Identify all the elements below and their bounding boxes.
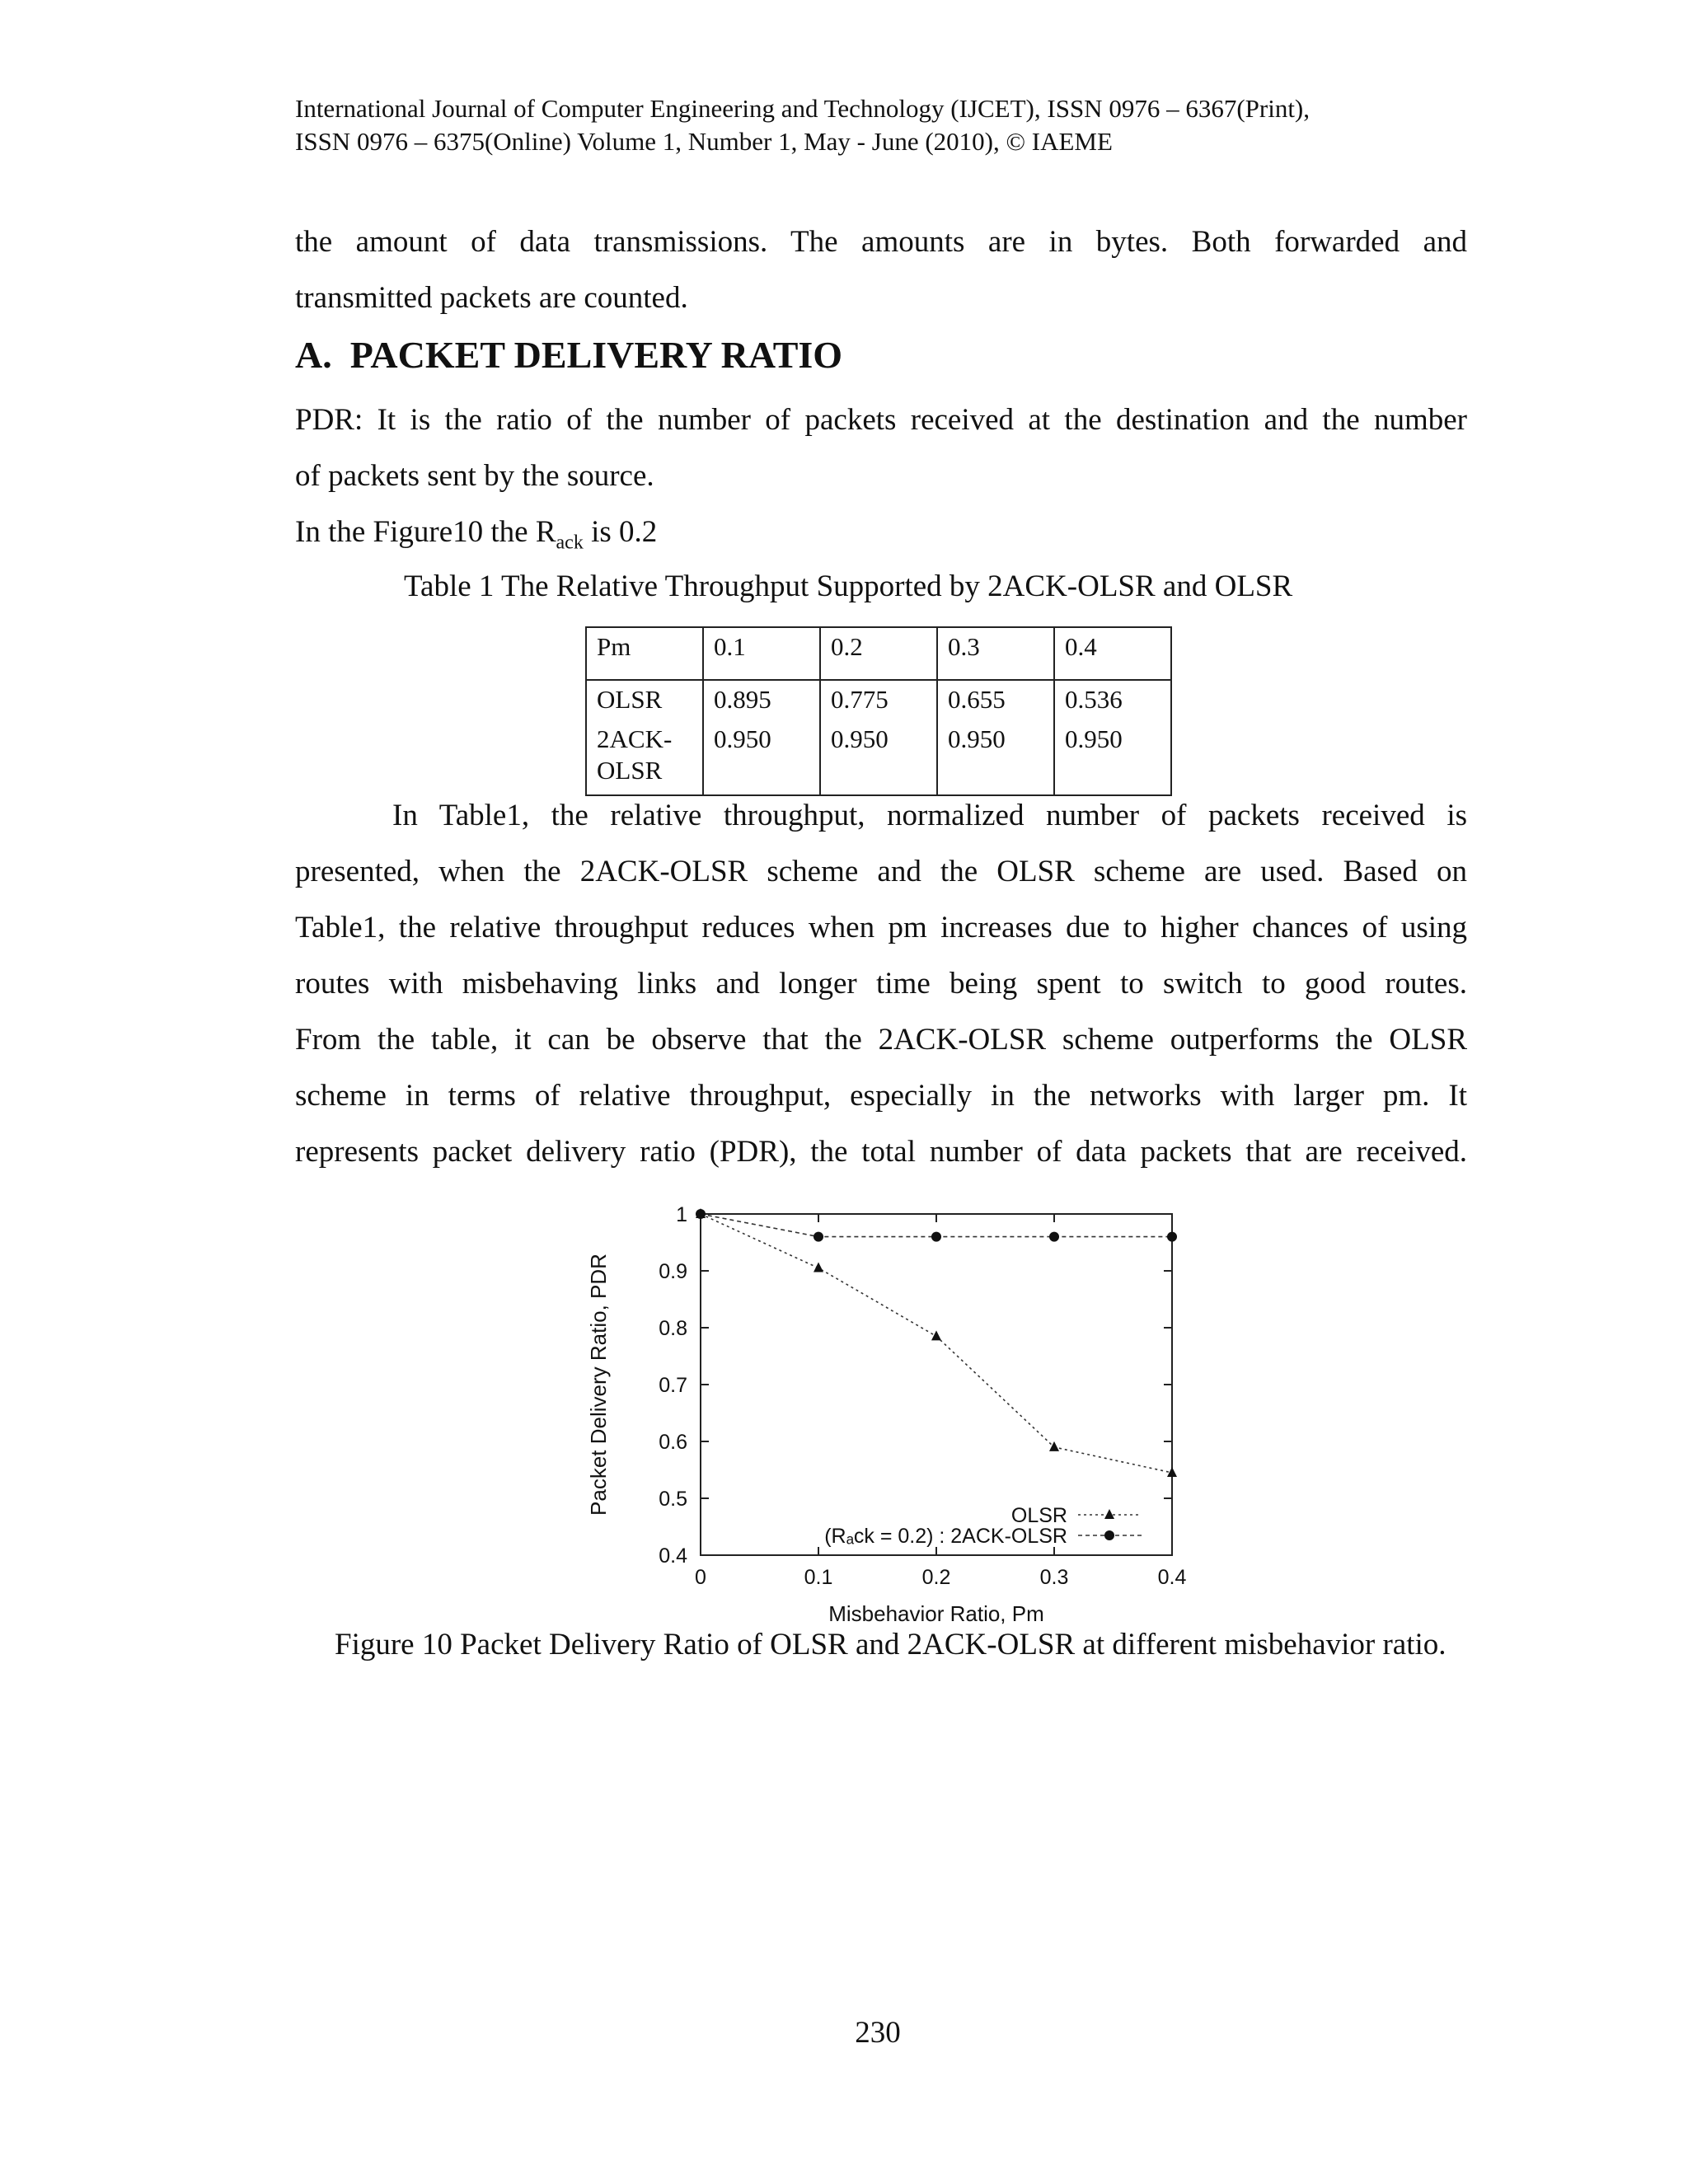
data-point-circle bbox=[1167, 1232, 1177, 1242]
table-cell: 0.950 bbox=[820, 720, 937, 795]
discussion-line: From the table, it can be observe that the 2ACK-OLSR scheme outperforms the OLSR bbox=[295, 1023, 1467, 1057]
header-line-1: International Journal of Computer Engineering and Technology (IJCET), ISSN 0976 – 6367(Print), bbox=[295, 94, 1311, 123]
y-tick-label: 0.6 bbox=[659, 1431, 687, 1454]
section-letter: A. bbox=[295, 334, 332, 376]
y-tick-label: 0.9 bbox=[659, 1260, 687, 1283]
y-axis-label: Packet Delivery Ratio, PDR bbox=[586, 1254, 611, 1516]
data-point-circle bbox=[931, 1232, 941, 1242]
y-tick-label: 0.7 bbox=[659, 1374, 687, 1397]
data-point-triangle bbox=[814, 1263, 823, 1272]
y-tick-label: 0.8 bbox=[659, 1317, 687, 1340]
rack-prefix: In the Figure10 the R bbox=[295, 515, 556, 549]
discussion-line: Table1, the relative throughput reduces when pm increases due to higher chances of using bbox=[295, 911, 1467, 944]
discussion-line: scheme in terms of relative throughput, especially in the networks with larger pm. It bbox=[295, 1079, 1467, 1113]
y-tick-label: 1 bbox=[676, 1203, 687, 1226]
page-number: 230 bbox=[855, 2016, 901, 2050]
discussion-line: represents packet delivery ratio (PDR), the total number of data packets that are received. bbox=[295, 1135, 1467, 1169]
rack-subscript: ack bbox=[556, 532, 584, 554]
table-cell: 0.1 bbox=[703, 627, 820, 680]
figure-caption: Figure 10 Packet Delivery Ratio of OLSR and 2ACK-OLSR at different misbehavior ratio. bbox=[335, 1628, 1447, 1661]
rack-suffix: is 0.2 bbox=[583, 515, 658, 549]
table-cell: 0.895 bbox=[703, 680, 820, 720]
section-title: PACKET DELIVERY RATIO bbox=[349, 334, 843, 376]
table-cell: 0.655 bbox=[937, 680, 1054, 720]
data-point-triangle bbox=[1049, 1441, 1059, 1451]
intro-line-2: transmitted packets are counted. bbox=[295, 281, 688, 315]
table-cell: 0.775 bbox=[820, 680, 937, 720]
legend-marker bbox=[1104, 1530, 1114, 1540]
y-tick-label: 0.5 bbox=[659, 1488, 687, 1511]
table-cell: 0.950 bbox=[1054, 720, 1171, 795]
table-cell: 0.4 bbox=[1054, 627, 1171, 680]
table-cell: OLSR bbox=[586, 680, 703, 720]
table-cell: 0.950 bbox=[703, 720, 820, 795]
x-tick-label: 0.4 bbox=[1157, 1566, 1187, 1589]
data-point-triangle bbox=[931, 1330, 941, 1340]
plot-frame bbox=[701, 1214, 1172, 1555]
legend-label: OLSR bbox=[1010, 1504, 1067, 1527]
table-cell: 0.2 bbox=[820, 627, 937, 680]
discussion-line: presented, when the 2ACK-OLSR scheme and the OLSR scheme are used. Based on bbox=[295, 855, 1467, 888]
discussion-line: In Table1, the relative throughput, normalized number of packets received is bbox=[392, 799, 1467, 832]
legend-marker bbox=[1104, 1509, 1114, 1519]
data-point-circle bbox=[696, 1209, 706, 1219]
pdr-line-2: of packets sent by the source. bbox=[295, 459, 654, 493]
data-point-circle bbox=[1049, 1232, 1059, 1242]
discussion-line: routes with misbehaving links and longer time being spent to switch to good routes. bbox=[295, 967, 1467, 1001]
table-cell: 2ACK-OLSR bbox=[586, 720, 703, 795]
x-tick-label: 0.1 bbox=[804, 1566, 833, 1589]
x-tick-label: 0.2 bbox=[921, 1566, 951, 1589]
table-cell: 0.950 bbox=[937, 720, 1054, 795]
x-axis-label: Misbehavior Ratio, Pm bbox=[828, 1601, 1044, 1626]
table-caption: Table 1 The Relative Throughput Supported by 2ACK-OLSR and OLSR bbox=[404, 569, 1293, 603]
table-cell: 0.3 bbox=[937, 627, 1054, 680]
pdr-line-1: PDR: It is the ratio of the number of packets received at the destination and the number bbox=[295, 403, 1467, 437]
data-point-circle bbox=[814, 1232, 823, 1242]
table-cell: Pm bbox=[586, 627, 703, 680]
intro-line-1: the amount of data transmissions. The amounts are in bytes. Both forwarded and bbox=[295, 225, 1467, 259]
x-tick-label: 0 bbox=[695, 1566, 706, 1589]
header-line-2: ISSN 0976 – 6375(Online) Volume 1, Number 1, May - June (2010), © IAEME bbox=[295, 127, 1113, 156]
y-tick-label: 0.4 bbox=[659, 1544, 687, 1568]
x-tick-label: 0.3 bbox=[1039, 1566, 1069, 1589]
series-line bbox=[701, 1214, 1172, 1473]
legend-label: (Rₐck = 0.2) : 2ACK-OLSR bbox=[824, 1525, 1067, 1548]
table-cell: 0.536 bbox=[1054, 680, 1171, 720]
